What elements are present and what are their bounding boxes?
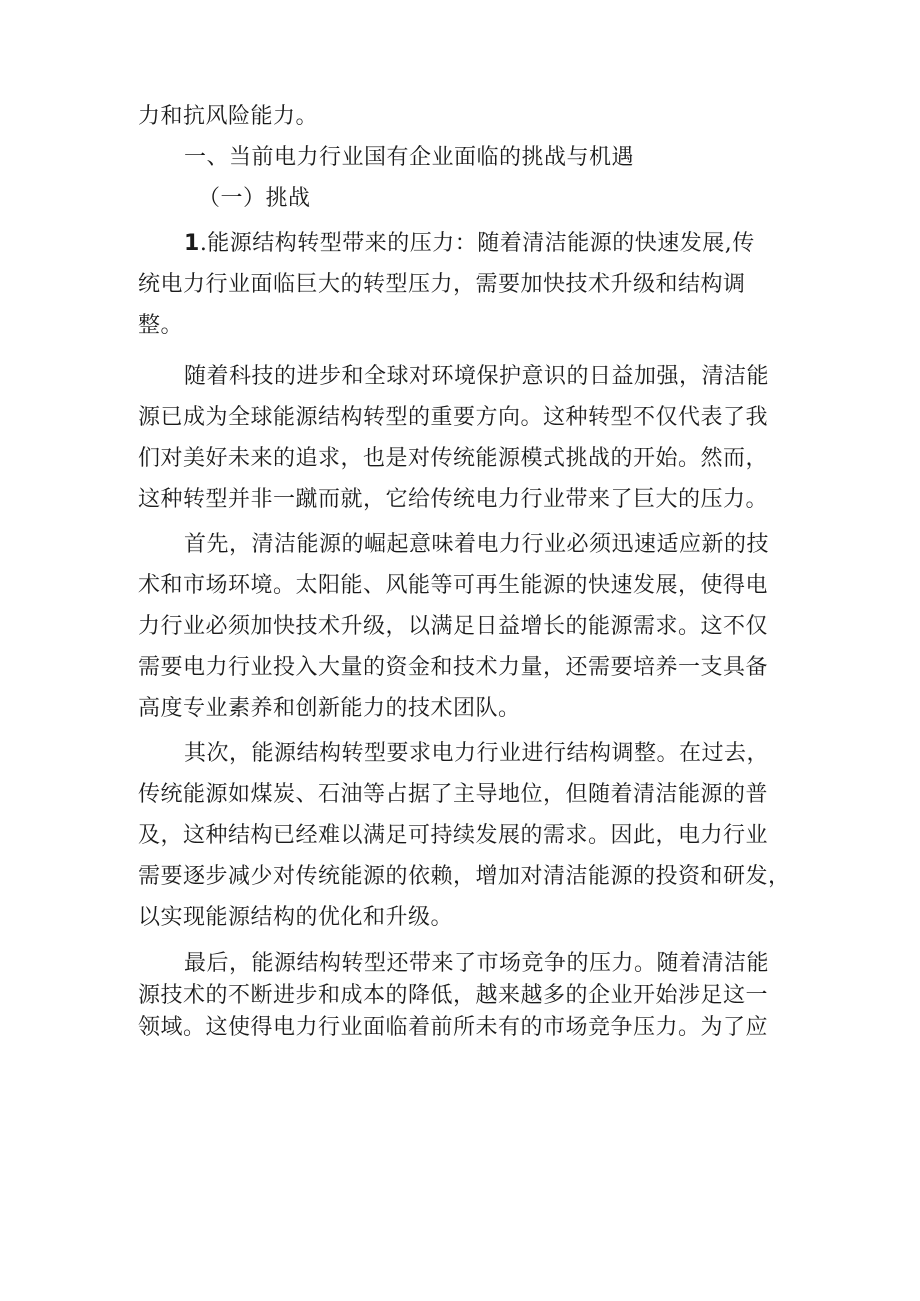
paragraph-line: 需要电力行业投入大量的资金和技术力量，还需要培养一支具备	[138, 655, 769, 680]
paragraph-line: 力和抗风险能力。	[138, 104, 319, 129]
paragraph-line: 整。	[138, 313, 184, 338]
paragraph-line: 高度专业素养和创新能力的技术团队。	[138, 696, 521, 721]
paragraph-line: 源技术的不断进步和成本的降低，越来越多的企业开始涉足这一	[138, 983, 769, 1008]
paragraph-line: 这种转型并非一蹴而就，它给传统电力行业带来了巨大的压力。	[138, 487, 769, 512]
paragraph-line: 领域。这使得电力行业面临着前所未有的市场竞争压力。为了应	[138, 1015, 769, 1040]
paragraph-line: 统电力行业面临巨大的转型压力，需要加快技术升级和结构调	[138, 272, 746, 297]
paragraph-line: 首先，清洁能源的崛起意味着电力行业必须迅速适应新的技	[184, 532, 770, 557]
paragraph-line: 及，这种结构已经难以满足可持续发展的需求。因此，电力行业	[138, 823, 769, 848]
list-item-number: 1	[184, 231, 200, 256]
paragraph-line: 源已成为全球能源结构转型的重要方向。这种转型不仅代表了我	[138, 405, 769, 430]
paragraph-line: 最后，能源结构转型还带来了市场竞争的压力。随着清洁能	[184, 951, 770, 976]
paragraph-line: 力行业必须加快技术升级，以满足日益增长的能源需求。这不仅	[138, 614, 769, 639]
paragraph-line: 以实现能源结构的优化和升级。	[138, 905, 454, 930]
paragraph-line: 需要逐步减少对传统能源的依赖，增加对清洁能源的投资和研发，	[138, 864, 791, 889]
list-item-heading	[138, 223, 802, 264]
list-item-text: .能源结构转型带来的压力：随着清洁能源的快速发展,传	[199, 231, 755, 256]
paragraph-line: 其次，能源结构转型要求电力行业进行结构调整。在过去，	[184, 741, 770, 766]
section-heading: 一、当前电力行业国有企业面临的挑战与机遇	[184, 145, 635, 170]
subsection-heading: （一）挑战	[198, 186, 311, 211]
paragraph-line: 随着科技的进步和全球对环境保护意识的日益加强，清洁能	[184, 364, 770, 389]
paragraph-line: 们对美好未来的追求，也是对传统能源模式挑战的开始。然而，	[138, 446, 769, 471]
paragraph-line: 传统能源如煤炭、石油等占据了主导地位，但随着清洁能源的普	[138, 782, 769, 807]
paragraph-line: 术和市场环境。太阳能、风能等可再生能源的快速发展，使得电	[138, 573, 769, 598]
document-body	[138, 96, 802, 1044]
